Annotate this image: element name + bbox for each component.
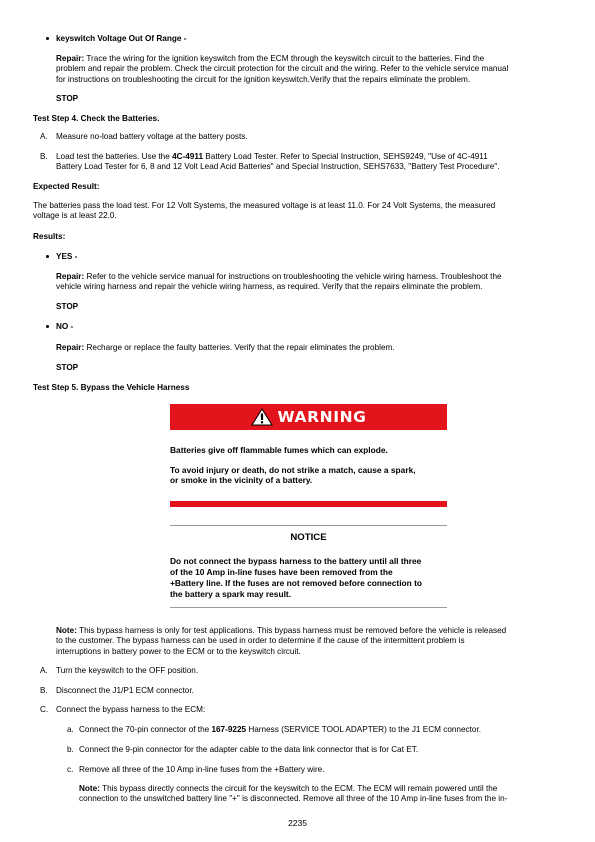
stop-label: STOP — [56, 94, 79, 103]
notice-line: of the 10 Amp in-line fuses have been removed from the — [170, 567, 393, 577]
warning-text: Batteries give off flammable fumes which can explode. — [170, 445, 388, 455]
warning-title: WARNING — [277, 407, 367, 426]
substep-note — [79, 784, 507, 805]
repair-text: vehicle wiring harness and repair the vehicle wiring harness, as required. Verify that the repairs eliminate the problem. — [56, 282, 483, 292]
repair-label: Repair: — [56, 272, 85, 281]
expected-line: voltage is at least 22.0. — [33, 211, 117, 221]
results-heading: Results: — [33, 232, 66, 241]
list-bullet — [46, 255, 49, 258]
result-yes: YES - — [56, 252, 78, 261]
substep-b-text: Connect the 9-pin connector for the adapter cable to the data link connector that is for Cat ET. — [79, 745, 419, 754]
step-b-text-pre: Load test the batteries. Use the — [56, 152, 173, 161]
step-marker-b: B. — [40, 152, 48, 161]
notice-top-rule — [170, 525, 447, 526]
substep-marker-b: b. — [67, 745, 74, 754]
note-text: to the customer. The bypass harness can be used in order to determine if the cause of the intermittent problem is — [56, 636, 465, 646]
warning-box — [170, 404, 447, 508]
notice-text — [170, 556, 422, 600]
step-marker-a: A. — [40, 666, 48, 675]
notice-title: NOTICE — [290, 532, 327, 543]
substep-c-text: Remove all three of the 10 Amp in-line fuses from the +Battery wire. — [79, 765, 325, 774]
repair-label: Repair: — [56, 54, 85, 63]
warning-bottom-bar — [170, 501, 447, 507]
result-heading-keyswitch: keyswitch Voltage Out Of Range - — [56, 34, 187, 43]
repair-text: Refer to the vehicle service manual for instructions on troubleshooting the vehicle wiring harness. Troubleshoot the — [86, 272, 502, 281]
warning-text-line: To avoid injury or death, do not strike a match, cause a spark, — [170, 465, 416, 475]
expected-result-text — [33, 201, 495, 222]
repair-text: Recharge or replace the faulty batteries. Verify that the repair eliminates the problem. — [86, 343, 395, 352]
notice-bottom-rule — [170, 607, 447, 608]
step-marker-a: A. — [40, 132, 48, 141]
repair-paragraph — [56, 343, 395, 353]
step-marker-c: C. — [40, 705, 49, 714]
notice-line: Do not connect the bypass harness to the battery until all three — [170, 556, 422, 566]
substep-marker-a: a. — [67, 725, 74, 734]
step-b-text — [56, 152, 500, 173]
repair-text: Trace the wiring for the ignition keyswitch from the ECM through the keyswitch circuit to the batteries. Find the — [86, 54, 485, 63]
part-number: 4C-4911 — [172, 152, 204, 161]
substep-a-text-post: Harness (SERVICE TOOL ADAPTER) to the J1 ECM connector. — [246, 725, 482, 734]
step-b-text-line2: Battery Load Tester for 6, 8 and 12 Volt Lead Acid Batteries" and Special Instruction, SEHS7633, "Battery Test Procedure". — [56, 162, 500, 172]
note-label: Note: — [79, 784, 100, 793]
stop-label: STOP — [56, 302, 79, 311]
repair-paragraph — [56, 272, 502, 293]
note-text: This bypass directly connects the circuit for the keyswitch to the ECM. The ECM will remain powered until the — [102, 784, 498, 793]
result-no: NO - — [56, 322, 74, 331]
step-b-text: Disconnect the J1/P1 ECM connector. — [56, 686, 194, 695]
substep-a-text — [79, 725, 481, 735]
warning-text — [170, 465, 416, 486]
step-marker-b: B. — [40, 686, 48, 695]
list-bullet — [46, 37, 49, 40]
test-step-4-heading: Test Step 4. Check the Batteries. — [33, 114, 160, 123]
warning-banner — [170, 404, 447, 430]
stop-label: STOP — [56, 363, 79, 372]
notice-line: +Battery line. If the fuses are not removed before connection to — [170, 578, 423, 588]
repair-text: for instructions on troubleshooting the circuit for the ignition keyswitch.Verify that the repairs eliminate the problem. — [56, 74, 471, 84]
step-b-text-post: Battery Load Tester. Refer to Special Instruction, SEHS9249, "Use of 4C-4911 — [203, 152, 488, 161]
step-a-text: Turn the keyswitch to the OFF position. — [56, 666, 199, 675]
expected-line: The batteries pass the load test. For 12 Volt Systems, the measured voltage is at least 11.0. For 24 Volt Systems, the measured — [33, 201, 496, 210]
note-text: interruptions in battery power to the ECM or to the keyswitch circuit. — [56, 646, 301, 656]
substep-a-text-pre: Connect the 70-pin connector of the — [79, 725, 212, 734]
substep-marker-c: c. — [67, 765, 74, 774]
list-bullet — [46, 325, 49, 328]
page-number: 2235 — [287, 818, 308, 828]
note-label: Note: — [56, 626, 77, 635]
warning-triangle-icon — [251, 408, 273, 426]
repair-label: Repair: — [56, 343, 85, 352]
test-step-5-heading: Test Step 5. Bypass the Vehicle Harness — [33, 383, 190, 392]
repair-paragraph — [56, 54, 508, 85]
note-paragraph — [56, 626, 506, 657]
step-c-text: Connect the bypass harness to the ECM: — [56, 705, 206, 714]
notice-line: the battery a spark may result. — [170, 589, 292, 599]
repair-text: problem and repair the problem. Check the circuit protection for the circuit and the wiring. Refer to the vehicle service manual — [56, 64, 509, 74]
note-text: This bypass harness is only for test applications. This bypass harness must be removed before the vehicle is released — [79, 626, 507, 635]
step-a-text: Measure no-load battery voltage at the battery posts. — [56, 132, 248, 141]
warning-text-line: or smoke in the vicinity of a battery. — [170, 475, 313, 486]
expected-result-heading: Expected Result: — [33, 182, 100, 191]
note-text: connection to the unswitched battery line "+" is disconnected. Remove all three of the 10 Amp in-line fuses from the in- — [79, 794, 508, 804]
part-number: 167-9225 — [211, 725, 247, 734]
